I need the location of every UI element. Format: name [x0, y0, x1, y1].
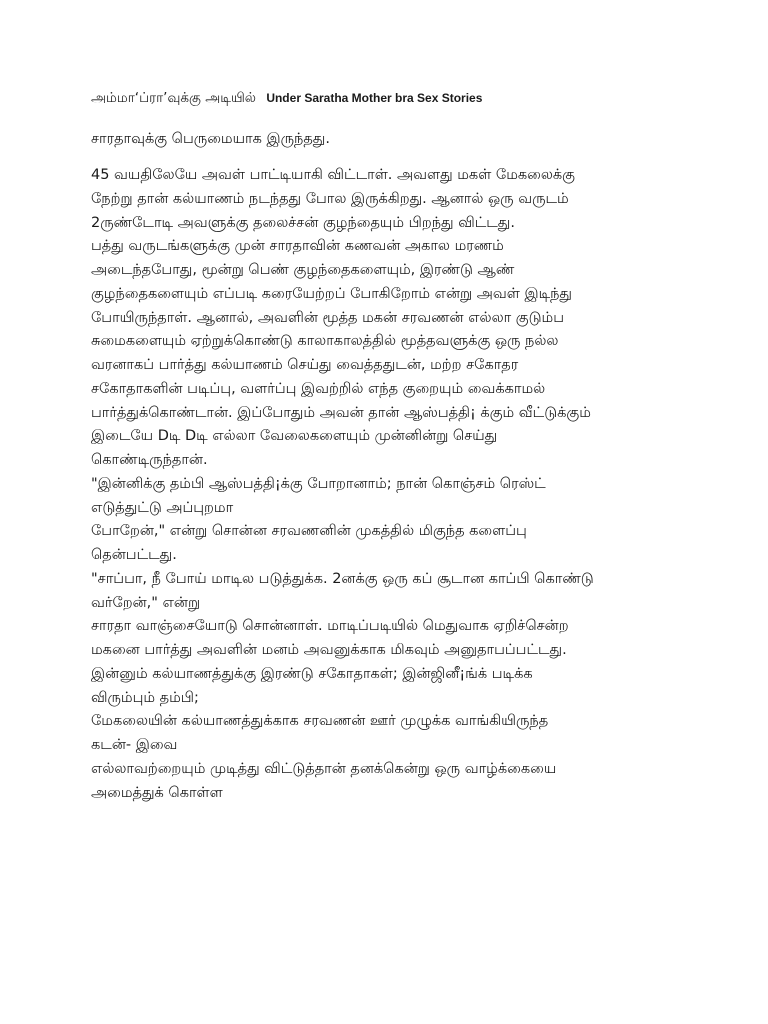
story-body — [91, 164, 691, 805]
body-line: சுமைகளையும் ஏற்றுக்கொண்டு காலாகாலத்தில் மூத்தவளுக்கு ஒரு நல்ல — [91, 333, 559, 350]
body-line: எடுத்துட்டு அப்புறமா — [91, 499, 234, 516]
title-english: Under Saratha Mother bra Sex Stories — [266, 91, 483, 105]
body-line: நேற்று தான் கல்யாணம் நடந்தது போல இருக்கிறது. ஆனால் ஒரு வருடம் — [91, 190, 569, 207]
document-title — [91, 90, 731, 108]
body-line: போறேன்," என்று சொன்ன சரவணனின் முகத்தில் மிகுந்த களைப்பு — [91, 523, 527, 540]
body-line: வரனாகப் பார்த்து கல்யாணம் செய்து வைத்ததுடன், மற்ற சகோதர — [91, 357, 519, 373]
body-line: பார்த்துக்கொண்டான். இப்போதும் அவன் தான் ஆஸ்பத்தி¡ க்கும் வீட்டுக்கும் — [91, 404, 591, 421]
body-line: அமைத்துக் கொள்ள — [91, 784, 223, 801]
body-line: "சாப்பா, நீ போய் மாடில படுத்துக்க. 2னக்கு ஒரு கப் சூடான காப்பி கொண்டு — [91, 570, 594, 587]
title-tamil: அம்மா‘ப்ரா’வுக்கு அடியில் — [91, 90, 257, 106]
body-line: இன்னும் கல்யாணத்துக்கு இரண்டு சகோதாகள்; இன்ஜினீ¡ங்க் படிக்க — [91, 665, 533, 682]
body-line: பத்து வருடங்களுக்கு முன் சாரதாவின் கணவன் அகால மரணம் — [91, 238, 504, 255]
document-subtitle: சாரதாவுக்கு பெருமையாக இருந்தது. — [91, 131, 330, 147]
body-line: 45 வயதிலேயே அவள் பாட்டியாகி விட்டாள். அவளது மகள் மேகலைக்கு — [91, 167, 575, 183]
body-line: கொண்டிருந்தான். — [91, 452, 208, 468]
body-line: சாரதா வாஞ்சையோடு சொன்னாள். மாடிப்படியில் மெதுவாக ஏறிச்சென்ற — [91, 618, 569, 635]
body-line: 2ருண்டோடி அவளுக்கு தலைச்சன் குழந்தையும் பிறந்து விட்டது. — [91, 214, 515, 231]
body-line: மகனை பார்த்து அவளின் மனம் அவனுக்காக மிகவும் அனுதாபப்பட்டது. — [91, 642, 567, 658]
body-line: இடையே Dடி Dடி எல்லா வேலைகளையும் முன்னின்று செய்து — [91, 428, 498, 445]
body-line: விரும்பும் தம்பி; — [91, 689, 199, 706]
body-line: தென்பட்டது. — [91, 547, 177, 563]
body-line: வர்றேன்," என்று — [91, 594, 201, 611]
body-line: "இன்னிக்கு தம்பி ஆஸ்பத்தி¡க்கு போறானாம்; நான் கொஞ்சம் ரெஸ்ட் — [91, 475, 546, 492]
body-line: சகோதாகளின் படிப்பு, வளர்ப்பு இவற்றில் எந்த குறையும் வைக்காமல் — [91, 380, 546, 397]
body-line: எல்லாவற்றையும் முடித்து விட்டுத்தான் தனக்கென்று ஒரு வாழ்க்கையை — [91, 760, 557, 777]
body-line: கடன்- இவை — [91, 737, 178, 753]
body-line: போயிருந்தாள். ஆனால், அவளின் மூத்த மகன் சரவணன் எல்லா குடும்ப — [91, 309, 564, 326]
body-line: அடைந்தபோது, மூன்று பெண் குழந்தைகளையும், இரண்டு ஆண் — [91, 262, 515, 278]
body-line: மேகலையின் கல்யாணத்துக்காக சரவணன் ஊர் முழுக்க வாங்கியிருந்த — [91, 713, 549, 730]
body-line: குழந்தைகளையும் எப்படி கரையேற்றப் போகிறோம் என்று அவள் இடிந்து — [91, 285, 572, 302]
